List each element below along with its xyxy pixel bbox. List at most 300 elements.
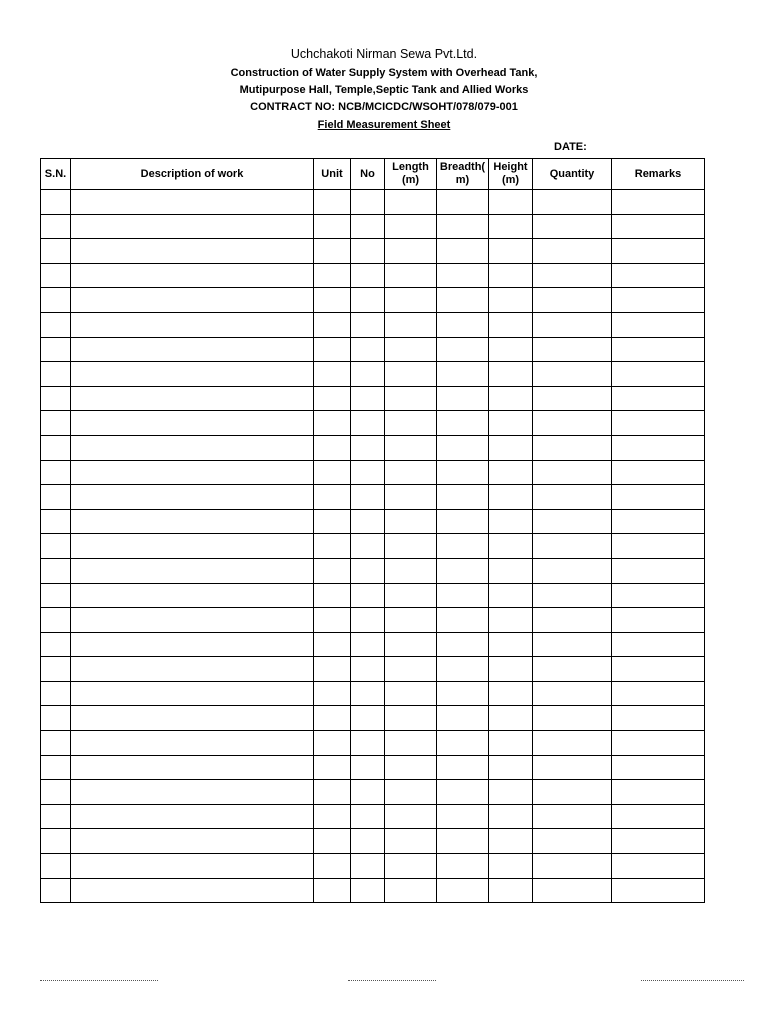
table-cell[interactable] bbox=[489, 632, 533, 657]
table-cell[interactable] bbox=[533, 312, 612, 337]
table-cell[interactable] bbox=[437, 731, 489, 756]
table-cell[interactable] bbox=[437, 534, 489, 559]
table-cell[interactable] bbox=[71, 411, 314, 436]
table-cell[interactable] bbox=[533, 804, 612, 829]
table-cell[interactable] bbox=[437, 411, 489, 436]
table-cell[interactable] bbox=[41, 558, 71, 583]
table-cell[interactable] bbox=[489, 583, 533, 608]
table-cell[interactable] bbox=[533, 829, 612, 854]
table-cell[interactable] bbox=[41, 362, 71, 387]
table-cell[interactable] bbox=[437, 485, 489, 510]
table-cell[interactable] bbox=[533, 239, 612, 264]
table-cell[interactable] bbox=[41, 460, 71, 485]
table-cell[interactable] bbox=[314, 435, 351, 460]
table-cell[interactable] bbox=[612, 608, 705, 633]
table-cell[interactable] bbox=[437, 312, 489, 337]
table-cell[interactable] bbox=[612, 386, 705, 411]
table-cell[interactable] bbox=[385, 239, 437, 264]
table-cell[interactable] bbox=[612, 312, 705, 337]
table-cell[interactable] bbox=[351, 509, 385, 534]
table-cell[interactable] bbox=[533, 288, 612, 313]
table-cell[interactable] bbox=[385, 485, 437, 510]
table-cell[interactable] bbox=[533, 214, 612, 239]
table-cell[interactable] bbox=[437, 190, 489, 215]
table-cell[interactable] bbox=[385, 755, 437, 780]
table-cell[interactable] bbox=[71, 657, 314, 682]
table-cell[interactable] bbox=[71, 386, 314, 411]
table-cell[interactable] bbox=[351, 190, 385, 215]
table-cell[interactable] bbox=[612, 239, 705, 264]
table-cell[interactable] bbox=[533, 780, 612, 805]
table-cell[interactable] bbox=[385, 731, 437, 756]
table-cell[interactable] bbox=[314, 854, 351, 879]
table-cell[interactable] bbox=[71, 534, 314, 559]
table-row bbox=[41, 288, 705, 313]
col-header-quantity: Quantity bbox=[533, 159, 612, 190]
table-cell[interactable] bbox=[314, 263, 351, 288]
table-cell[interactable] bbox=[437, 854, 489, 879]
table-cell[interactable] bbox=[437, 386, 489, 411]
table-cell[interactable] bbox=[351, 312, 385, 337]
table-cell[interactable] bbox=[351, 214, 385, 239]
table-cell[interactable] bbox=[71, 190, 314, 215]
table-cell[interactable] bbox=[385, 878, 437, 903]
table-cell[interactable] bbox=[385, 706, 437, 731]
table-cell[interactable] bbox=[351, 780, 385, 805]
table-cell[interactable] bbox=[314, 780, 351, 805]
table-cell[interactable] bbox=[437, 583, 489, 608]
table-row bbox=[41, 681, 705, 706]
table-cell[interactable] bbox=[489, 239, 533, 264]
table-cell[interactable] bbox=[489, 485, 533, 510]
project-line-1: Construction of Water Supply System with Overhead Tank, bbox=[230, 67, 538, 79]
table-cell[interactable] bbox=[437, 780, 489, 805]
table-cell[interactable] bbox=[533, 657, 612, 682]
table-cell[interactable] bbox=[437, 632, 489, 657]
table-cell[interactable] bbox=[612, 829, 705, 854]
table-row bbox=[41, 509, 705, 534]
table-cell[interactable] bbox=[314, 706, 351, 731]
table-cell[interactable] bbox=[385, 263, 437, 288]
table-row bbox=[41, 263, 705, 288]
table-cell[interactable] bbox=[71, 829, 314, 854]
table-cell[interactable] bbox=[533, 583, 612, 608]
table-cell[interactable] bbox=[314, 386, 351, 411]
table-cell[interactable] bbox=[41, 706, 71, 731]
table-cell[interactable] bbox=[351, 804, 385, 829]
table-cell[interactable] bbox=[41, 190, 71, 215]
table-cell[interactable] bbox=[314, 583, 351, 608]
company-name: Uchchakoti Nirman Sewa Pvt.Ltd. bbox=[290, 47, 478, 61]
table-cell[interactable] bbox=[351, 583, 385, 608]
table-cell[interactable] bbox=[489, 337, 533, 362]
table-cell[interactable] bbox=[533, 681, 612, 706]
table-cell[interactable] bbox=[612, 509, 705, 534]
table-cell[interactable] bbox=[533, 632, 612, 657]
table-cell[interactable] bbox=[41, 731, 71, 756]
table-cell[interactable] bbox=[314, 829, 351, 854]
col-header-length: Length (m) bbox=[385, 159, 437, 190]
table-cell[interactable] bbox=[71, 755, 314, 780]
table-cell[interactable] bbox=[314, 804, 351, 829]
table-row bbox=[41, 337, 705, 362]
table-cell[interactable] bbox=[41, 435, 71, 460]
table-row bbox=[41, 435, 705, 460]
table-cell[interactable] bbox=[351, 263, 385, 288]
table-cell[interactable] bbox=[385, 362, 437, 387]
project-line-2: Mutipurpose Hall, Temple,Septic Tank and Allied Works bbox=[239, 84, 529, 96]
table-cell[interactable] bbox=[71, 706, 314, 731]
table-cell[interactable] bbox=[612, 755, 705, 780]
table-cell[interactable] bbox=[41, 509, 71, 534]
table-cell[interactable] bbox=[533, 460, 612, 485]
table-cell[interactable] bbox=[489, 681, 533, 706]
table-cell[interactable] bbox=[385, 435, 437, 460]
table-cell[interactable] bbox=[533, 731, 612, 756]
table-row bbox=[41, 854, 705, 879]
table-cell[interactable] bbox=[41, 386, 71, 411]
table-cell[interactable] bbox=[437, 608, 489, 633]
table-cell[interactable] bbox=[612, 263, 705, 288]
table-cell[interactable] bbox=[385, 854, 437, 879]
table-cell[interactable] bbox=[385, 460, 437, 485]
table-cell[interactable] bbox=[41, 878, 71, 903]
table-cell[interactable] bbox=[314, 534, 351, 559]
table-cell[interactable] bbox=[351, 239, 385, 264]
table-cell[interactable] bbox=[437, 288, 489, 313]
table-cell[interactable] bbox=[385, 190, 437, 215]
table-cell[interactable] bbox=[489, 534, 533, 559]
table-cell[interactable] bbox=[437, 657, 489, 682]
table-cell[interactable] bbox=[612, 558, 705, 583]
table-cell[interactable] bbox=[489, 460, 533, 485]
table-cell[interactable] bbox=[351, 755, 385, 780]
table-cell[interactable] bbox=[489, 755, 533, 780]
table-row bbox=[41, 411, 705, 436]
table-cell[interactable] bbox=[612, 804, 705, 829]
table-cell[interactable] bbox=[41, 485, 71, 510]
table-cell[interactable] bbox=[385, 804, 437, 829]
table-cell[interactable] bbox=[533, 337, 612, 362]
col-header-sn: S.N. bbox=[41, 159, 71, 190]
table-cell[interactable] bbox=[351, 362, 385, 387]
table-cell[interactable] bbox=[533, 558, 612, 583]
table-cell[interactable] bbox=[71, 878, 314, 903]
table-cell[interactable] bbox=[612, 411, 705, 436]
table-cell[interactable] bbox=[612, 190, 705, 215]
table-cell[interactable] bbox=[533, 755, 612, 780]
table-cell[interactable] bbox=[489, 657, 533, 682]
table-cell[interactable] bbox=[41, 854, 71, 879]
table-cell[interactable] bbox=[41, 829, 71, 854]
table-cell[interactable] bbox=[612, 583, 705, 608]
table-cell[interactable] bbox=[385, 534, 437, 559]
table-cell[interactable] bbox=[489, 435, 533, 460]
table-cell[interactable] bbox=[489, 263, 533, 288]
table-cell[interactable] bbox=[533, 509, 612, 534]
table-row bbox=[41, 755, 705, 780]
table-cell[interactable] bbox=[314, 608, 351, 633]
table-cell[interactable] bbox=[71, 731, 314, 756]
table-cell[interactable] bbox=[489, 854, 533, 879]
table-row bbox=[41, 386, 705, 411]
table-cell[interactable] bbox=[41, 411, 71, 436]
table-cell[interactable] bbox=[533, 485, 612, 510]
table-cell[interactable] bbox=[314, 411, 351, 436]
table-cell[interactable] bbox=[41, 755, 71, 780]
table-cell[interactable] bbox=[351, 386, 385, 411]
table-cell[interactable] bbox=[612, 435, 705, 460]
table-cell[interactable] bbox=[612, 657, 705, 682]
col-header-unit: Unit bbox=[314, 159, 351, 190]
table-cell[interactable] bbox=[489, 509, 533, 534]
table-cell[interactable] bbox=[385, 312, 437, 337]
table-cell[interactable] bbox=[314, 558, 351, 583]
table-cell[interactable] bbox=[71, 583, 314, 608]
table-cell[interactable] bbox=[41, 632, 71, 657]
table-cell[interactable] bbox=[612, 214, 705, 239]
table-cell[interactable] bbox=[71, 214, 314, 239]
table-cell[interactable] bbox=[41, 288, 71, 313]
table-cell[interactable] bbox=[314, 485, 351, 510]
table-row bbox=[41, 534, 705, 559]
table-row bbox=[41, 878, 705, 903]
table-row bbox=[41, 632, 705, 657]
table-cell[interactable] bbox=[41, 657, 71, 682]
col-header-no: No bbox=[351, 159, 385, 190]
table-row bbox=[41, 706, 705, 731]
table-cell[interactable] bbox=[351, 337, 385, 362]
table-cell[interactable] bbox=[533, 362, 612, 387]
table-cell[interactable] bbox=[437, 829, 489, 854]
table-cell[interactable] bbox=[41, 804, 71, 829]
table-cell[interactable] bbox=[489, 288, 533, 313]
table-cell[interactable] bbox=[71, 854, 314, 879]
table-cell[interactable] bbox=[314, 632, 351, 657]
table-cell[interactable] bbox=[385, 288, 437, 313]
table-row bbox=[41, 485, 705, 510]
table-cell[interactable] bbox=[351, 731, 385, 756]
table-cell[interactable] bbox=[41, 681, 71, 706]
table-cell[interactable] bbox=[314, 190, 351, 215]
table-cell[interactable] bbox=[489, 804, 533, 829]
table-cell[interactable] bbox=[71, 263, 314, 288]
table-cell[interactable] bbox=[612, 288, 705, 313]
table-cell[interactable] bbox=[351, 829, 385, 854]
table-cell[interactable] bbox=[385, 681, 437, 706]
table-cell[interactable] bbox=[612, 854, 705, 879]
table-cell[interactable] bbox=[437, 681, 489, 706]
table-cell[interactable] bbox=[385, 214, 437, 239]
col-header-height: Height (m) bbox=[489, 159, 533, 190]
table-cell[interactable] bbox=[612, 485, 705, 510]
measurement-table bbox=[40, 158, 705, 903]
table-cell[interactable] bbox=[612, 337, 705, 362]
table-cell[interactable] bbox=[533, 263, 612, 288]
table-cell[interactable] bbox=[437, 706, 489, 731]
table-cell[interactable] bbox=[71, 239, 314, 264]
table-cell[interactable] bbox=[71, 780, 314, 805]
table-cell[interactable] bbox=[41, 583, 71, 608]
table-cell[interactable] bbox=[71, 632, 314, 657]
table-cell[interactable] bbox=[437, 558, 489, 583]
table-cell[interactable] bbox=[612, 534, 705, 559]
table-cell[interactable] bbox=[314, 239, 351, 264]
signature-line-center bbox=[348, 980, 436, 981]
table-cell[interactable] bbox=[385, 632, 437, 657]
table-cell[interactable] bbox=[489, 386, 533, 411]
table-cell[interactable] bbox=[437, 214, 489, 239]
table-cell[interactable] bbox=[533, 608, 612, 633]
date-label: DATE: bbox=[554, 141, 587, 153]
table-cell[interactable] bbox=[533, 534, 612, 559]
table-cell[interactable] bbox=[71, 337, 314, 362]
table-cell[interactable] bbox=[41, 312, 71, 337]
table-cell[interactable] bbox=[612, 731, 705, 756]
signature-line-left bbox=[40, 980, 158, 981]
table-cell[interactable] bbox=[385, 411, 437, 436]
table-row bbox=[41, 214, 705, 239]
table-cell[interactable] bbox=[437, 509, 489, 534]
table-cell[interactable] bbox=[612, 706, 705, 731]
table-cell[interactable] bbox=[437, 435, 489, 460]
table-cell[interactable] bbox=[489, 608, 533, 633]
table-cell[interactable] bbox=[612, 780, 705, 805]
table-cell[interactable] bbox=[437, 755, 489, 780]
table-row bbox=[41, 460, 705, 485]
table-cell[interactable] bbox=[314, 288, 351, 313]
table-cell[interactable] bbox=[314, 460, 351, 485]
table-cell[interactable] bbox=[314, 509, 351, 534]
table-cell[interactable] bbox=[71, 558, 314, 583]
table-cell[interactable] bbox=[351, 485, 385, 510]
table-cell[interactable] bbox=[314, 878, 351, 903]
table-cell[interactable] bbox=[437, 337, 489, 362]
table-cell[interactable] bbox=[489, 411, 533, 436]
table-cell[interactable] bbox=[385, 558, 437, 583]
table-cell[interactable] bbox=[314, 337, 351, 362]
table-cell[interactable] bbox=[437, 804, 489, 829]
table-cell[interactable] bbox=[533, 435, 612, 460]
table-cell[interactable] bbox=[489, 878, 533, 903]
table-cell[interactable] bbox=[612, 878, 705, 903]
col-header-breadth: Breadth( m) bbox=[437, 159, 489, 190]
table-cell[interactable] bbox=[489, 362, 533, 387]
table-cell[interactable] bbox=[489, 214, 533, 239]
table-cell[interactable] bbox=[351, 878, 385, 903]
table-cell[interactable] bbox=[533, 854, 612, 879]
table-cell[interactable] bbox=[385, 657, 437, 682]
table-cell[interactable] bbox=[385, 608, 437, 633]
table-row bbox=[41, 608, 705, 633]
table-cell[interactable] bbox=[71, 312, 314, 337]
table-cell[interactable] bbox=[314, 681, 351, 706]
table-cell[interactable] bbox=[71, 288, 314, 313]
table-cell[interactable] bbox=[71, 608, 314, 633]
table-cell[interactable] bbox=[385, 509, 437, 534]
table-cell[interactable] bbox=[41, 608, 71, 633]
table-cell[interactable] bbox=[314, 657, 351, 682]
table-cell[interactable] bbox=[612, 460, 705, 485]
table-cell[interactable] bbox=[489, 558, 533, 583]
table-header-row bbox=[41, 159, 705, 190]
table-cell[interactable] bbox=[489, 780, 533, 805]
table-cell[interactable] bbox=[41, 780, 71, 805]
table-cell[interactable] bbox=[314, 755, 351, 780]
table-cell[interactable] bbox=[533, 386, 612, 411]
table-cell[interactable] bbox=[314, 312, 351, 337]
table-cell[interactable] bbox=[437, 362, 489, 387]
table-cell[interactable] bbox=[71, 485, 314, 510]
table-cell[interactable] bbox=[71, 804, 314, 829]
table-cell[interactable] bbox=[351, 681, 385, 706]
table-row bbox=[41, 190, 705, 215]
sheet-title-text: Field Measurement Sheet bbox=[317, 119, 451, 131]
table-cell[interactable] bbox=[612, 681, 705, 706]
table-cell[interactable] bbox=[612, 632, 705, 657]
table-cell[interactable] bbox=[489, 312, 533, 337]
table-cell[interactable] bbox=[385, 337, 437, 362]
table-cell[interactable] bbox=[437, 263, 489, 288]
table-cell[interactable] bbox=[314, 362, 351, 387]
col-header-remarks: Remarks bbox=[612, 159, 705, 190]
table-cell[interactable] bbox=[41, 214, 71, 239]
table-cell[interactable] bbox=[351, 632, 385, 657]
table-cell[interactable] bbox=[533, 411, 612, 436]
table-cell[interactable] bbox=[612, 362, 705, 387]
table-cell[interactable] bbox=[533, 706, 612, 731]
table-cell[interactable] bbox=[71, 460, 314, 485]
table-cell[interactable] bbox=[385, 780, 437, 805]
table-cell[interactable] bbox=[385, 829, 437, 854]
table-cell[interactable] bbox=[41, 239, 71, 264]
table-cell[interactable] bbox=[437, 460, 489, 485]
table-cell[interactable] bbox=[351, 534, 385, 559]
table-cell[interactable] bbox=[533, 190, 612, 215]
table-cell[interactable] bbox=[41, 263, 71, 288]
table-cell[interactable] bbox=[71, 362, 314, 387]
table-body bbox=[41, 190, 705, 903]
table-cell[interactable] bbox=[351, 435, 385, 460]
table-cell[interactable] bbox=[489, 829, 533, 854]
table-cell[interactable] bbox=[314, 214, 351, 239]
table-cell[interactable] bbox=[351, 608, 385, 633]
table-cell[interactable] bbox=[489, 731, 533, 756]
table-cell[interactable] bbox=[385, 386, 437, 411]
table-cell[interactable] bbox=[41, 337, 71, 362]
table-cell[interactable] bbox=[351, 411, 385, 436]
table-cell[interactable] bbox=[351, 288, 385, 313]
table-cell[interactable] bbox=[351, 706, 385, 731]
table-cell[interactable] bbox=[437, 239, 489, 264]
table-cell[interactable] bbox=[71, 681, 314, 706]
table-cell[interactable] bbox=[351, 558, 385, 583]
table-cell[interactable] bbox=[71, 435, 314, 460]
table-cell[interactable] bbox=[533, 878, 612, 903]
table-cell[interactable] bbox=[489, 190, 533, 215]
table-row bbox=[41, 780, 705, 805]
table-cell[interactable] bbox=[351, 657, 385, 682]
table-cell[interactable] bbox=[351, 854, 385, 879]
table-cell[interactable] bbox=[41, 534, 71, 559]
table-cell[interactable] bbox=[71, 509, 314, 534]
table-cell[interactable] bbox=[351, 460, 385, 485]
table-cell[interactable] bbox=[489, 706, 533, 731]
table-cell[interactable] bbox=[314, 731, 351, 756]
signature-line-right bbox=[641, 980, 744, 981]
table-cell[interactable] bbox=[385, 583, 437, 608]
table-cell[interactable] bbox=[437, 878, 489, 903]
